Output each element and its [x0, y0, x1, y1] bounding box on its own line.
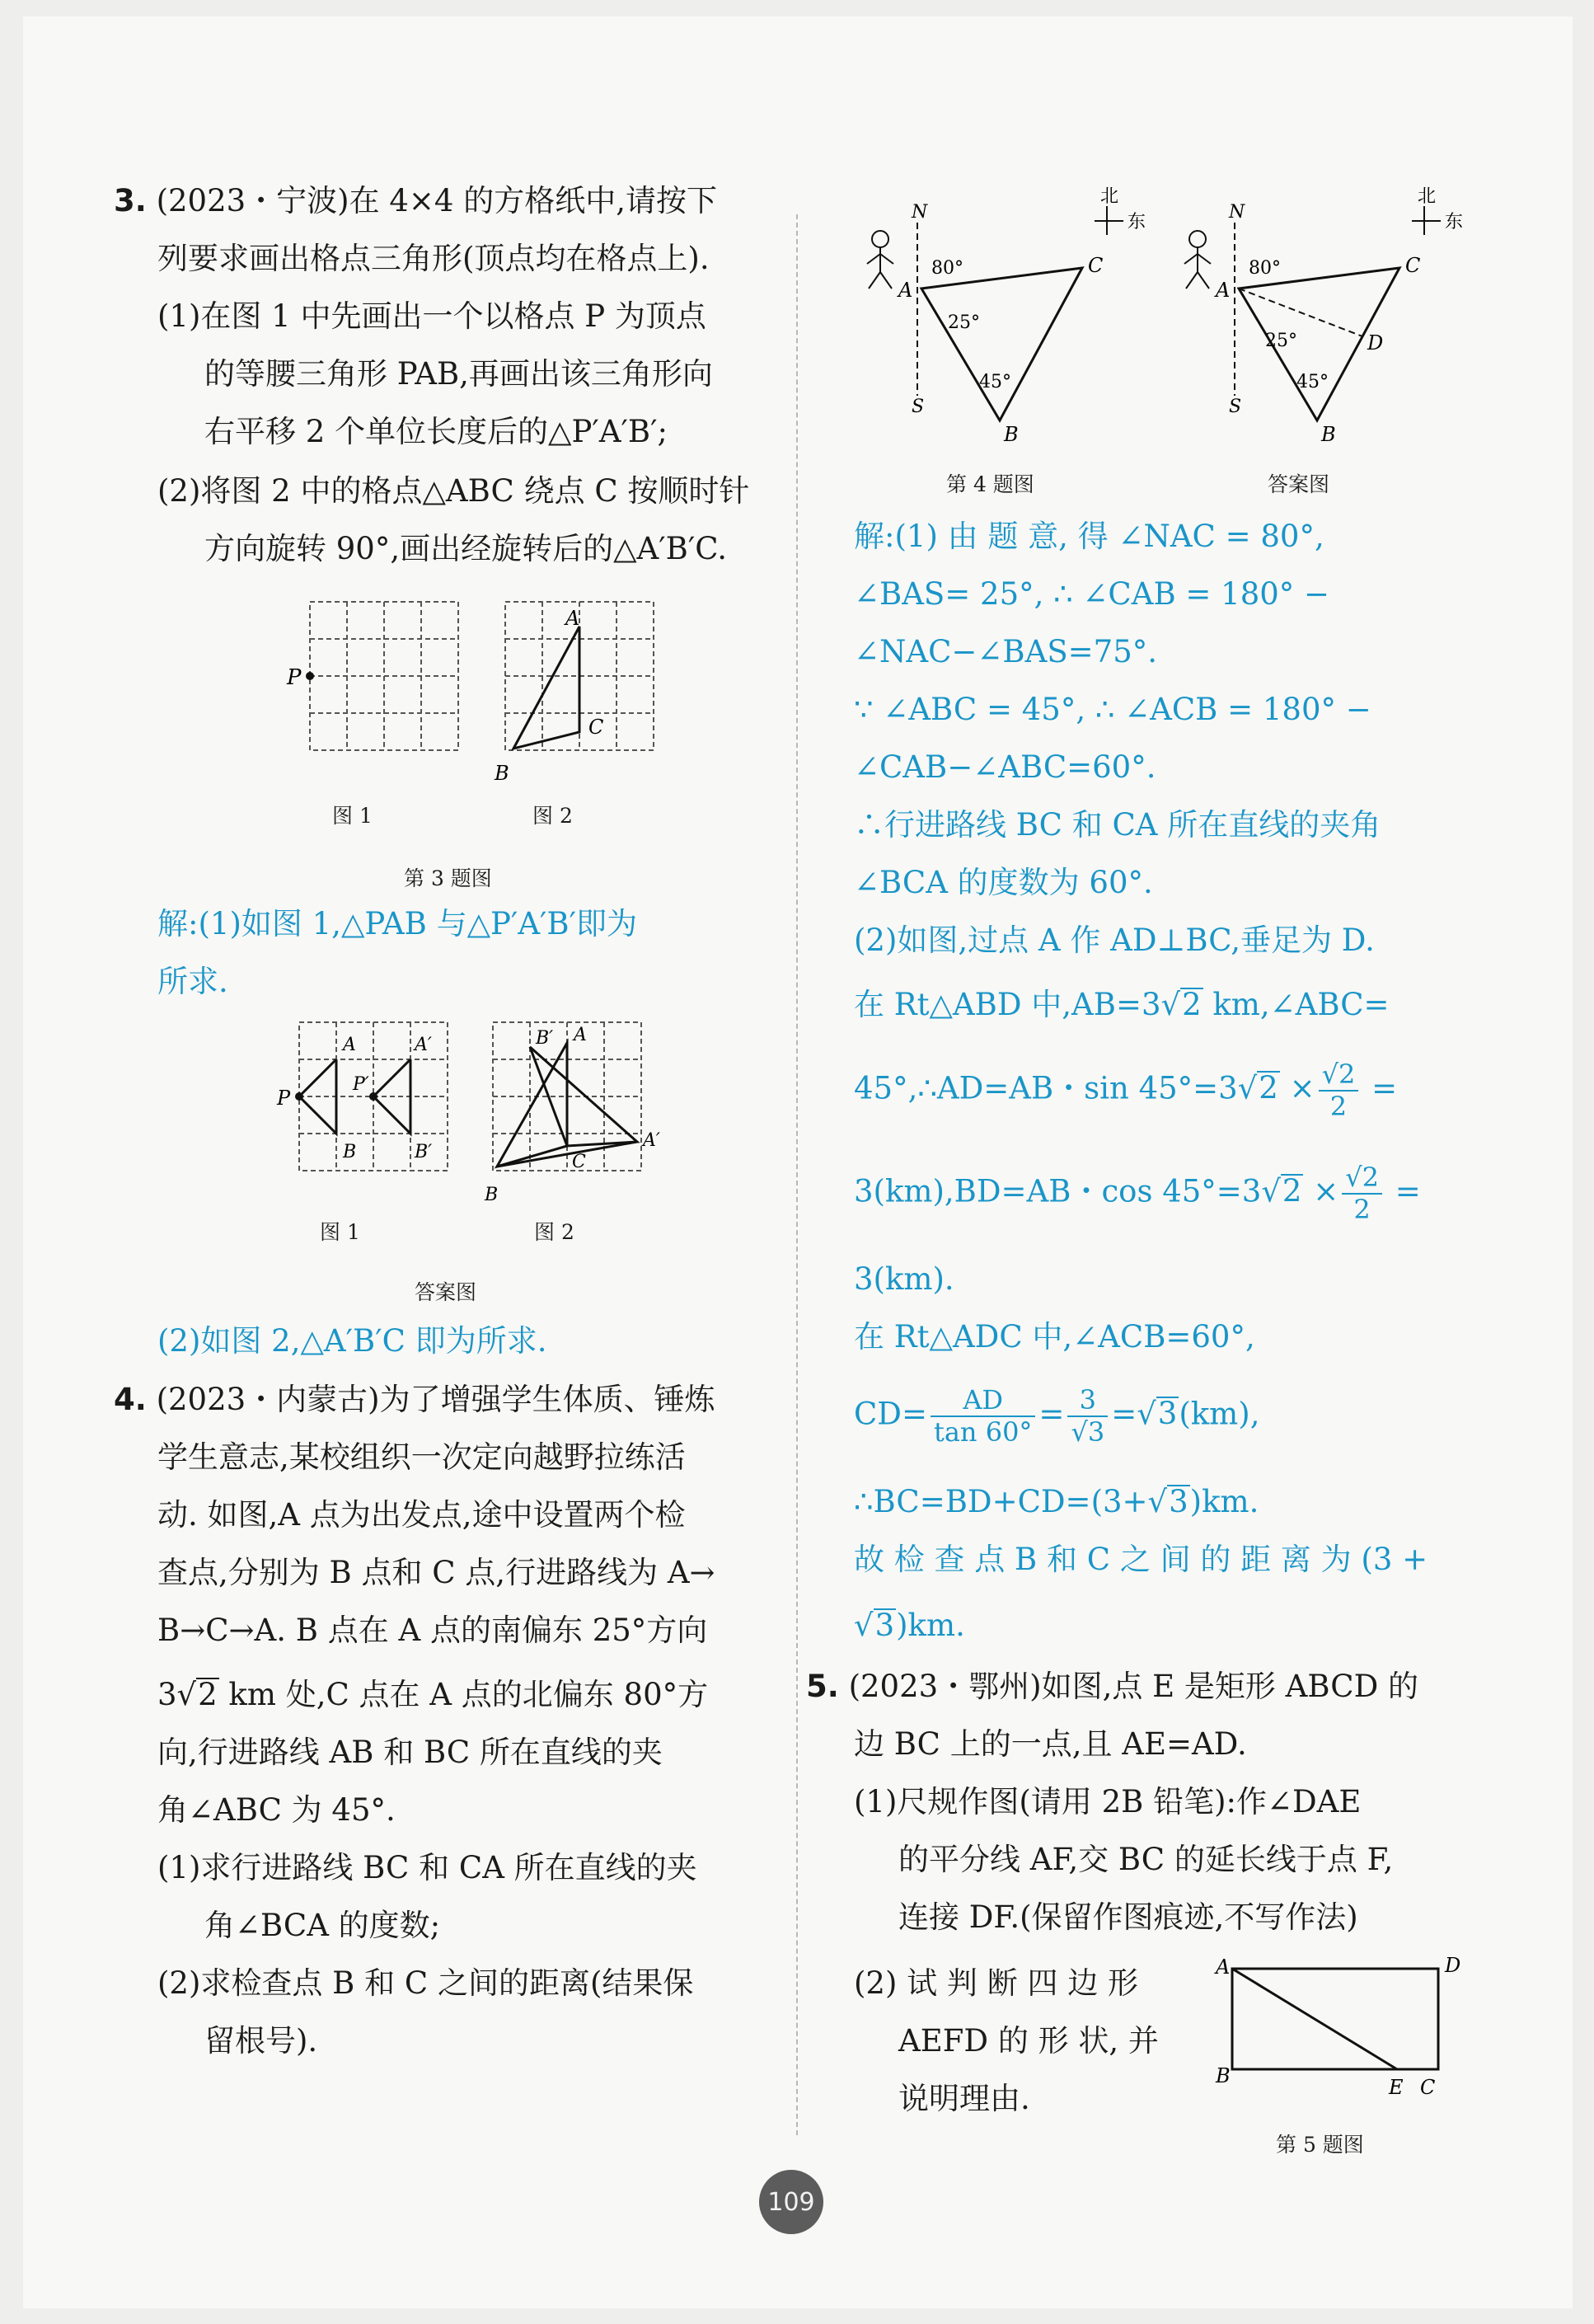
- q4-sol-15a: ∴BC=BD+CD=(3+√: [854, 1484, 1168, 1519]
- q4-label-A: A: [898, 279, 913, 302]
- q4-ans-label-C: C: [1405, 254, 1421, 277]
- q5-stem-1: (2023・鄂州)如图,点 E 是矩形 ABCD 的: [848, 1669, 1418, 1704]
- textbook-page: [23, 16, 1573, 2308]
- q4-sol-14-frac2: [1067, 1385, 1108, 1448]
- q5-line1: [806, 1667, 1418, 1707]
- q4-answer-figure: [1173, 181, 1527, 462]
- q4-person-icon: [867, 231, 893, 289]
- q4-sol-12: 3(km).: [854, 1261, 954, 1297]
- q4-sol-15r: 3: [1169, 1484, 1188, 1519]
- q4-sol-10a: 45°,∴AD=AB・sin 45°=3: [854, 1070, 1238, 1106]
- q3-ans-triangle-ABC: [497, 1043, 567, 1167]
- q5-part2-line1: (2) 试 判 断 四 边 形: [854, 1965, 1138, 2001]
- q4-sol-14b: =: [1038, 1396, 1065, 1432]
- q5-label-E: E: [1389, 2076, 1404, 2099]
- q4-sol-17: [854, 1606, 965, 1646]
- q4-stem-6: 3√2 km 处,C 点在 A 点的北偏东 80°方: [157, 1677, 709, 1712]
- q4-stem-4: 查点,分别为 B 点和 C 点,行进路线为 A→: [157, 1555, 715, 1590]
- q4-ans-angle-80: 80°: [1249, 258, 1281, 279]
- q5-label-B: B: [1216, 2064, 1231, 2087]
- q4-sol-9r: 2: [1182, 987, 1202, 1022]
- q4-figure: [856, 181, 1210, 462]
- q4-number: 4.: [114, 1382, 147, 1417]
- q4-sol-11r: 2: [1282, 1173, 1302, 1209]
- q5-figure-caption: 第 5 题图: [1276, 2133, 1364, 2157]
- q4-compass-icon: [1095, 206, 1123, 235]
- q4-sol-14r: 3: [1157, 1396, 1178, 1432]
- q4-stem-6a: 3: [157, 1677, 177, 1712]
- q4-sol-9b: km,∠ABC=: [1203, 987, 1390, 1022]
- q5-number: 5.: [806, 1669, 839, 1704]
- q5-part1-line3: 连接 DF.(保留作图痕迹,不写作法): [898, 1899, 1358, 1935]
- q3-ans2-label-Bp: B′: [536, 1028, 554, 1049]
- q4-sol-8: (2)如图,过点 A 作 AD⊥BC,垂足为 D.: [854, 923, 1375, 958]
- q4-ans-label-east: 东: [1445, 212, 1464, 232]
- q3-answer-title: 答案图: [415, 1280, 477, 1304]
- q3-ans-fig2-caption: 图 2: [534, 1220, 574, 1244]
- q3-answer-figures: [262, 1014, 707, 1228]
- q3-point-P: [306, 672, 314, 680]
- q3-solution-2: (2)如图 2,△A′B′C 即为所求.: [157, 1323, 547, 1359]
- q5-segment-AE: [1232, 1969, 1397, 2069]
- q3-ans-label-Bp: B′: [415, 1142, 433, 1162]
- q4-line1: [114, 1380, 715, 1420]
- q4-sol-10b: ×: [1279, 1070, 1315, 1106]
- q4-sol-11-frac-den: 2: [1353, 1193, 1371, 1225]
- q3-part2-line2: 方向旋转 90°,画出经旋转后的△A′B′C.: [204, 531, 728, 566]
- q4-ans-label-N: N: [1229, 202, 1245, 223]
- q4-stem-6b: km 处,C 点在 A 点的北偏东 80°方: [218, 1677, 709, 1712]
- q4-label-C: C: [1088, 254, 1104, 277]
- q4-sol-15b: )km.: [1189, 1484, 1259, 1519]
- q4-sol-10-frac-num: √2: [1319, 1059, 1359, 1092]
- q4-ans-angle-45: 45°: [1296, 372, 1329, 392]
- q4-ans-label-A: A: [1216, 279, 1231, 302]
- q4-sol-17r: 3: [874, 1608, 895, 1643]
- q4-sol-11a: 3(km),BD=AB・cos 45°=3: [854, 1173, 1262, 1209]
- q3-label-B: B: [495, 762, 509, 785]
- q3-fig1-caption: 图 1: [332, 804, 373, 828]
- q3-ans-label-B: B: [343, 1142, 357, 1162]
- q4-sol-13: 在 Rt△ADC 中,∠ACB=60°,: [854, 1319, 1255, 1354]
- q3-ans-label-P: P: [277, 1087, 291, 1110]
- q4-label-S: S: [912, 397, 925, 417]
- q4-answer-person-icon: [1184, 231, 1211, 289]
- q4-sol-3: ∠NAC−∠BAS=75°.: [854, 634, 1158, 669]
- q3-ans2-label-B: B: [485, 1185, 499, 1205]
- q4-sol-9: 在 Rt△ABD 中,AB=3√2 km,∠ABC=: [854, 987, 1390, 1022]
- q3-grid-1: [310, 602, 458, 750]
- q5-label-A: A: [1216, 1955, 1231, 1979]
- q5-figure: [1214, 1952, 1494, 2101]
- q5-part1-line1: (1)尺规作图(请用 2B 铅笔):作∠DAE: [854, 1784, 1362, 1819]
- q5-stem-2: 边 BC 上的一点,且 AE=AD.: [854, 1726, 1247, 1762]
- q3-part1-line3: 右平移 2 个单位长度后的△P′A′B′;: [204, 414, 668, 449]
- q4-label-N: N: [912, 202, 928, 223]
- q3-number: 3.: [114, 183, 147, 218]
- q4-label-east: 东: [1128, 212, 1146, 232]
- q4-sol-5: ∠CAB−∠ABC=60°.: [854, 749, 1156, 785]
- q4-ans-label-B: B: [1321, 423, 1336, 446]
- q4-figure-caption: 第 4 题图: [946, 472, 1034, 496]
- q5-part1-line2: 的平分线 AF,交 BC 的延长线于点 F,: [898, 1842, 1394, 1877]
- q3-label-C: C: [588, 716, 604, 739]
- q4-label-B: B: [1004, 423, 1019, 446]
- q4-ans-altitude-AD: [1239, 289, 1362, 336]
- q4-stem-5: B→C→A. B 点在 A 点的南偏东 25°方向: [157, 1613, 708, 1648]
- q3-stem-1: (2023・宁波)在 4×4 的方格纸中,请按下: [156, 183, 717, 218]
- q5-label-D: D: [1445, 1954, 1461, 1977]
- q4-sol-14-frac1-num: AD: [931, 1385, 1035, 1417]
- q4-sol-11-frac-num: √2: [1342, 1162, 1382, 1195]
- q4-stem-2: 学生意志,某校组织一次定向越野拉练活: [157, 1439, 686, 1475]
- q3-label-A: A: [565, 607, 580, 630]
- q4-sol-14c: =√: [1111, 1396, 1156, 1432]
- q3-ans2-label-A: A: [574, 1025, 587, 1045]
- q3-figure-title: 第 3 题图: [404, 866, 492, 890]
- q3-ans2-label-Ap: A′: [643, 1130, 660, 1151]
- q4-triangle-ABC: [921, 268, 1082, 420]
- q5-part2-line2: AEFD 的 形 状, 并: [898, 2023, 1159, 2059]
- q3-line1: [114, 181, 717, 221]
- q3-solution-1a: 解:(1)如图 1,△PAB 与△P′A′B′即为: [157, 906, 638, 941]
- q4-ans-label-D: D: [1367, 331, 1384, 354]
- q4-sol-11-frac: [1342, 1162, 1382, 1225]
- q4-stem-8: 角∠ABC 为 45°.: [157, 1792, 396, 1828]
- q3-ans-label-Pp: P′: [353, 1074, 369, 1095]
- q4-sol-14-frac1: [931, 1385, 1035, 1448]
- q4-ans-label-north: 北: [1418, 186, 1437, 207]
- q4-sol-17a: √: [854, 1608, 874, 1643]
- q3-part2-line1: (2)将图 2 中的格点△ABC 绕点 C 按顺时针: [157, 473, 750, 509]
- q4-sol-14a: CD=: [854, 1396, 927, 1432]
- q4-sol-10c: =: [1362, 1070, 1398, 1106]
- q4-stem-7: 向,行进路线 AB 和 BC 所在直线的夹: [157, 1735, 663, 1770]
- q4-sol-10-frac-den: 2: [1329, 1090, 1348, 1122]
- q4-answer-caption: 答案图: [1268, 472, 1330, 496]
- q4-sol-11: 3(km),BD=AB・cos 45°=3√2 × $\frac{√2}{2}$ =: [854, 1162, 1421, 1225]
- column-divider: [796, 214, 798, 2135]
- q4-ans-angle-25: 25°: [1265, 331, 1297, 351]
- q3-fig2-caption: 图 2: [532, 804, 573, 828]
- q5-part2-line3: 说明理由.: [898, 2081, 1030, 2116]
- q4-stem-1: (2023・内蒙古)为了增强学生体质、锤炼: [156, 1382, 715, 1417]
- q4-part2-line2: 留根号).: [204, 2023, 318, 2059]
- q4-ans-label-S: S: [1229, 397, 1242, 417]
- q3-solution-1b: 所求.: [157, 964, 228, 999]
- q4-sol-11c: =: [1385, 1173, 1421, 1209]
- q4-sol-6: ∴行进路线 BC 和 CA 所在直线的夹角: [854, 807, 1381, 843]
- q3-stem-2: 列要求画出格点三角形(顶点均在格点上).: [157, 241, 710, 276]
- q4-sol-10-frac: [1319, 1059, 1359, 1122]
- q4-angle-45: 45°: [979, 372, 1011, 392]
- q3-ans-label-A: A: [343, 1035, 356, 1055]
- q4-sol-9a: 在 Rt△ABD 中,AB=3: [854, 987, 1161, 1022]
- q4-sol-14: [854, 1385, 1259, 1448]
- q3-part1-line1: (1)在图 1 中先画出一个以格点 P 为顶点: [157, 298, 706, 334]
- q4-sol-14d: (km),: [1179, 1396, 1260, 1432]
- q4-stem-3: 动. 如图,A 点为出发点,途中设置两个检: [157, 1497, 686, 1533]
- q4-stem-6r: 2: [198, 1677, 218, 1712]
- q4-sol-16: 故 检 查 点 B 和 C 之 间 的 距 离 为 (3 +: [854, 1542, 1428, 1577]
- q4-angle-25: 25°: [948, 312, 980, 333]
- q4-sol-2: ∠BAS= 25°, ∴ ∠CAB = 180° −: [854, 576, 1330, 612]
- q4-sol-10: 45°,∴AD=AB・sin 45°=3√2 × $\frac{√2}{2}$ =: [854, 1059, 1398, 1122]
- page-number-badge: 109: [759, 2170, 823, 2234]
- q3-label-P: P: [287, 665, 302, 690]
- q3-ans-label-Ap: A′: [415, 1035, 432, 1055]
- q4-sol-14-frac1-den: tan 60°: [933, 1416, 1033, 1448]
- q4-angle-80: 80°: [931, 258, 963, 279]
- q4-sol-10r: 2: [1259, 1070, 1278, 1106]
- q4-sol-15: [854, 1482, 1259, 1522]
- q4-part1-line2: 角∠BCA 的度数;: [204, 1908, 441, 1943]
- q4-sol-14-frac2-num: 3: [1067, 1385, 1108, 1417]
- q3-figures: [270, 594, 699, 791]
- q4-label-north: 北: [1100, 186, 1119, 207]
- q5-label-C: C: [1420, 2076, 1436, 2099]
- q4-sol-11b: ×: [1303, 1173, 1339, 1209]
- q4-part2-line1: (2)求检查点 B 和 C 之间的距离(结果保: [157, 1965, 694, 2001]
- q3-triangle-ABC: [513, 627, 579, 749]
- q4-sol-14-frac2-den: √3: [1071, 1416, 1105, 1448]
- q3-ans2-label-C: C: [572, 1152, 586, 1172]
- q3-ans-fig1-caption: 图 1: [320, 1220, 360, 1244]
- q4-sol-1: 解:(1) 由 题 意, 得 ∠NAC = 80°,: [854, 519, 1324, 554]
- q4-part1-line1: (1)求行进路线 BC 和 CA 所在直线的夹: [157, 1850, 697, 1885]
- q5-rectangle-ABCD: [1232, 1969, 1438, 2069]
- q3-part1-line2: 的等腰三角形 PAB,再画出该三角形向: [204, 356, 713, 392]
- q4-sol-17b: )km.: [896, 1608, 965, 1643]
- q4-sol-4: ∵ ∠ABC = 45°, ∴ ∠ACB = 180° −: [854, 692, 1371, 727]
- q4-sol-7: ∠BCA 的度数为 60°.: [854, 865, 1153, 900]
